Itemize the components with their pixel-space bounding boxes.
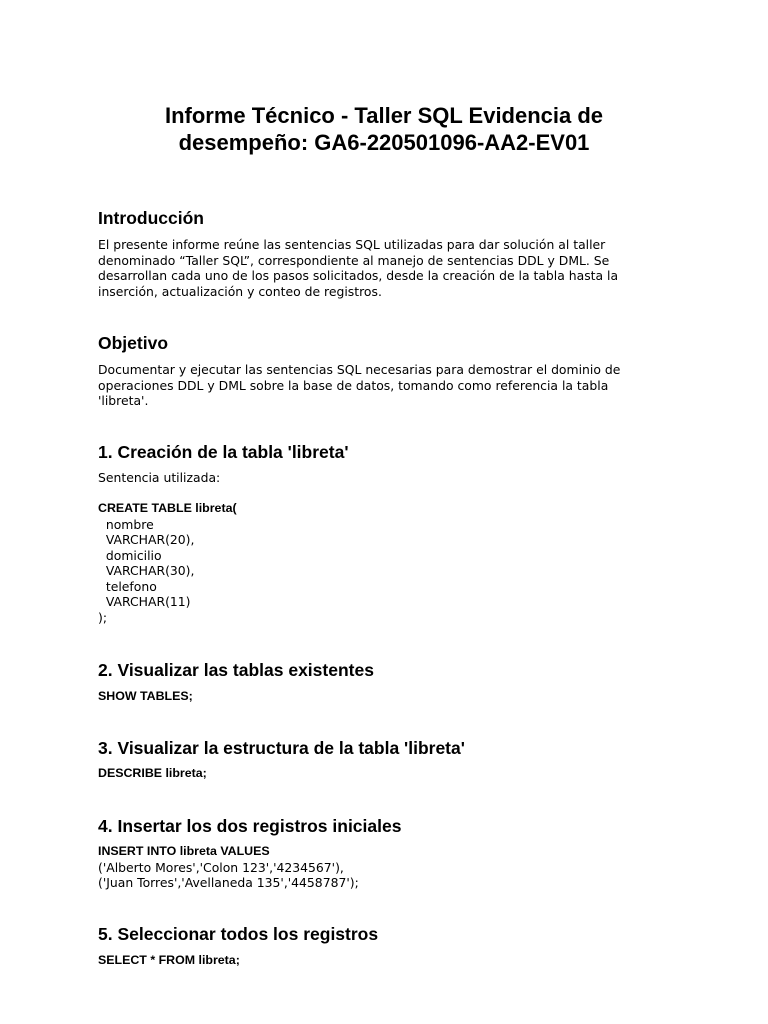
- code-line: INSERT INTO libreta VALUES: [98, 844, 270, 858]
- create-table-code: [98, 501, 237, 625]
- section5-heading: 5. Seleccionar todos los registros: [98, 924, 379, 944]
- objective-heading: Objetivo: [98, 333, 169, 353]
- section4-heading: 4. Insertar los dos registros iniciales: [98, 816, 402, 836]
- title-line: desempeño: GA6-220501096-AA2-EV01: [178, 130, 590, 155]
- objective-line: Documentar y ejecutar las sentencias SQL necesarias para demostrar el dominio de: [98, 362, 621, 377]
- intro-paragraph: [98, 237, 638, 299]
- section1-label: Sentencia utilizada:: [98, 470, 221, 485]
- intro-line: desarrollan cada uno de los pasos solicitados, desde la creación de la tabla hasta la: [98, 268, 619, 283]
- select-code: [98, 953, 240, 969]
- code-line: VARCHAR(11): [98, 594, 191, 609]
- insert-code: [98, 844, 359, 891]
- intro-line: denominado “Taller SQL”, correspondiente al manejo de sentencias DDL y DML. Se: [98, 252, 610, 268]
- code-line: ('Alberto Mores','Colon 123','4234567'),: [98, 859, 344, 875]
- intro-line: inserción, actualización y conteo de registros.: [98, 283, 382, 299]
- intro-heading: Introducción: [98, 208, 204, 228]
- section3-heading: 3. Visualizar la estructura de la tabla 'libreta': [98, 738, 465, 758]
- code-line: DESCRIBE libreta;: [98, 766, 207, 780]
- describe-code: [98, 766, 207, 782]
- code-line: CREATE TABLE libreta(: [98, 501, 237, 515]
- objective-line: operaciones DDL y DML sobre la base de datos, tomando como referencia la tabla: [98, 377, 609, 393]
- section1-heading: 1. Creación de la tabla 'libreta': [98, 442, 349, 462]
- show-tables-code: [98, 689, 193, 705]
- intro-line: El presente informe reúne las sentencias SQL utilizadas para dar solución al taller: [98, 237, 606, 252]
- code-line: telefono: [98, 578, 157, 594]
- code-line: SELECT * FROM libreta;: [98, 953, 240, 967]
- objective-paragraph: [98, 362, 638, 409]
- code-line: nombre: [98, 516, 154, 532]
- code-line: ('Juan Torres','Avellaneda 135','4458787');: [98, 875, 359, 890]
- objective-line: 'libreta'.: [98, 393, 149, 408]
- code-line: );: [98, 609, 108, 625]
- code-line: domicilio: [98, 547, 162, 563]
- code-line: VARCHAR(20),: [98, 532, 195, 547]
- code-line: VARCHAR(30),: [98, 563, 195, 578]
- document-title: [60, 102, 708, 156]
- code-line: SHOW TABLES;: [98, 689, 193, 703]
- title-line: Informe Técnico - Taller SQL Evidencia de: [164, 103, 604, 128]
- section2-heading: 2. Visualizar las tablas existentes: [98, 660, 374, 680]
